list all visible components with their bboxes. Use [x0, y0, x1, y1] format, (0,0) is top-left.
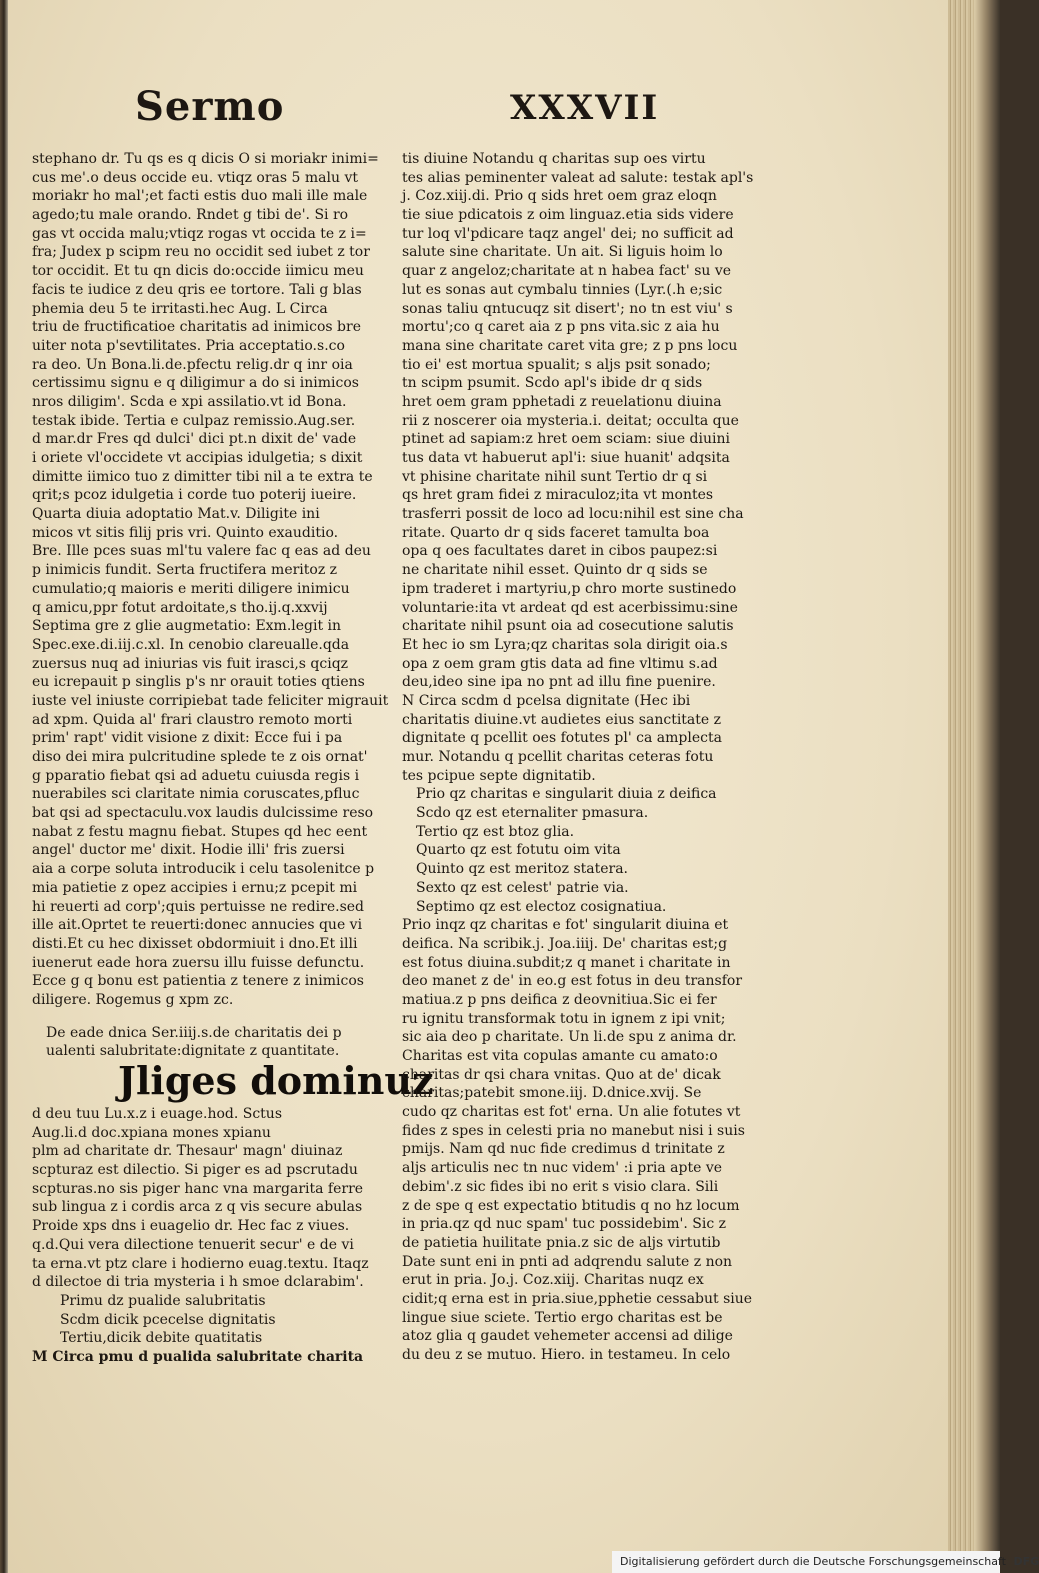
text-line: de patietia huilitate pnia.z sic de aljs virtutib — [402, 1234, 721, 1251]
text-line: De eade dnica Ser.iiij.s.de charitatis dei p — [46, 1024, 342, 1041]
text-line: sonas taliu qntucuqz sit disert'; no tn est viu' s — [402, 300, 733, 317]
text-line: moriakr ho mal';et facti estis duo mali ille male — [32, 188, 368, 205]
left-column-list — [32, 1292, 378, 1348]
text-line: rii z noscerer oia mysteria.i. deitat; occulta que — [402, 412, 739, 429]
text-line: Proide xps dns i euagelio dr. Hec fac z viues. — [32, 1218, 350, 1235]
footer-text: Digitalisierung gefördert durch die Deutsche Forschungsgemeinschaft — [620, 1555, 1006, 1568]
text-line: in pria.qz qd nuc spam' tuc possidebim'. Sic z — [402, 1216, 727, 1233]
text-line: charitas;patebit smone.iij. D.dnice.xvij. Se — [402, 1085, 702, 1102]
text-line: plm ad charitate dr. Thesaur' magn' diuinaz — [32, 1143, 343, 1160]
text-line: matiua.z p pns deifica z deovnitiua.Sic ei fer — [402, 991, 717, 1008]
text-line: lut es sonas aut cymbalu tinnies (Lyr.(.h e;sic — [402, 281, 723, 298]
text-line: Septima gre z glie augmetatio: Exm.legit in — [32, 618, 342, 635]
text-line: Aug.li.d doc.xpiana mones xpianu — [32, 1124, 271, 1141]
text-line: phemia deu 5 te irritasti.hec Aug. L Circa — [32, 300, 328, 317]
text-line: Septimo qz est electoz cosignatiua. — [416, 898, 667, 915]
text-line: quar z angeloz;charitate at n habea fact' su ve — [402, 263, 732, 280]
text-line: voluntarie:ita vt ardeat qd est acerbissimu:sine — [402, 599, 738, 616]
left-column-text-after-initial — [32, 1105, 378, 1292]
text-line: tie siue pdicatois z oim linguaz.etia sids videre — [402, 207, 734, 224]
text-line: dignitate q pcellit oes fotutes pl' ca amplecta — [402, 730, 722, 747]
text-line: Tertio qz est btoz glia. — [416, 823, 575, 840]
text-line: eu icrepauit p singlis p's nr orauit toties qtiens — [32, 674, 365, 691]
text-line: stephano dr. Tu qs es q dicis O si moriakr inimi= — [32, 151, 379, 167]
text-line: ualenti salubritate:dignitate z quantitate. — [46, 1043, 340, 1060]
text-line: nabat z festu magnu fiebat. Stupes qd hec eent — [32, 823, 368, 840]
text-line: est fotus diuina.subdit;z q manet i charitate in — [402, 954, 731, 971]
text-line: cumulatio;q maioris e meriti diligere inimicu — [32, 580, 350, 597]
text-line: lingue siue sciete. Tertio ergo charitas est be — [402, 1309, 723, 1326]
text-line: iuenerut eade hora zuersu illu fuisse defunctu. — [32, 954, 365, 971]
text-line: deo manet z de' in eo.g est fotus in deu transfor — [402, 973, 743, 990]
text-line: cudo qz charitas est fot' erna. Un alie fotutes vt — [402, 1104, 741, 1121]
text-line: agedo;tu male orando. Rndet g tibi de'. Si ro — [32, 207, 349, 224]
text-line: tus data vt habuerut apl'i: siue huanit' adqsita — [402, 450, 730, 466]
text-line: Bre. Ille pces suas ml'tu valere fac q eas ad deu — [32, 543, 371, 560]
text-line: diso dei mira pulcritudine splede te z ois ornat' — [32, 749, 368, 765]
text-line: cidit;q erna est in pria.siue,pphetie cessabut siue — [402, 1290, 753, 1307]
text-line: q amicu,ppr fotut ardoitate,s tho.ij.q.xxvij — [32, 599, 328, 616]
text-line: hi reuerti ad corp';quis pertuisse ne redire.sed — [32, 898, 365, 915]
text-line: Scdm dicik pcecelse dignitatis — [60, 1311, 276, 1328]
text-line: Charitas est vita copulas amante cu amato:o — [402, 1048, 718, 1064]
text-line: atoz glia q gaudet vehemeter accensi ad dilige — [402, 1328, 733, 1345]
text-line: prim' rapt' vidit visione z dixit: Ecce fui i pa — [32, 730, 343, 747]
text-line: Date sunt eni in pnti ad adqrendu salute z non — [402, 1253, 733, 1270]
text-line: d mar.dr Fres qd dulci' dici pt.n dixit de' vade — [32, 431, 357, 448]
spacer — [32, 1010, 378, 1024]
text-line: uiter nota p'sevtilitates. Pria acceptatio.s.co — [32, 337, 345, 354]
text-line: gas vt occida malu;vtiqz rogas vt occida te z i= — [32, 225, 367, 242]
text-line: tur loq vl'pdicare taqz angel' dei; no sufficit ad — [402, 225, 734, 242]
text-line: ru ignitu transformak totu in ignem z ipi vnit; — [402, 1010, 726, 1027]
text-line: Quarta diuia adoptatio Mat.v. Diligite ini — [32, 506, 320, 523]
left-column-text — [32, 150, 389, 1010]
text-line: du deu z se mutuo. Hiero. in testameu. In celo — [402, 1347, 731, 1363]
right-column-text-after-list — [402, 916, 753, 1365]
text-line: hret oem gram pphetadi z reuelationu diuina — [402, 393, 722, 410]
text-line: micos vt sitis filij pris vri. Quinto exauditio. — [32, 524, 339, 541]
text-line: opa q oes facultates daret in cibos paupez:si — [402, 543, 718, 560]
text-line: ritate. Quarto dr q sids faceret tamulta boa — [402, 524, 710, 541]
text-line: fides z spes in celesti pria no manebut nisi i suis — [402, 1122, 745, 1139]
digitization-footer — [612, 1551, 1039, 1573]
text-line: fra; Judex p scipm reu no occidit sed iubet z tor — [32, 244, 370, 261]
decorated-initial-heading: Jliges dominuz — [118, 1058, 434, 1103]
text-line: Sexto qz est celest' patrie via. — [416, 879, 629, 896]
text-line: tes pcipue septe dignitatib. — [402, 767, 596, 784]
text-line: vt phisine charitate nihil sunt Tertio dr q si — [402, 468, 708, 485]
dfg-logo: DFG — [1013, 1555, 1039, 1568]
text-line: nros diligim'. Scda e xpi assilatio.vt id Bona. — [32, 393, 347, 410]
text-line: erut in pria. Jo.j. Coz.xiij. Charitas nuqz ex — [402, 1272, 704, 1289]
text-line: diligere. Rogemus g xpm zc. — [32, 991, 234, 1008]
text-line: mia patietie z opez accipies i ernu;z pcepit mi — [32, 879, 358, 896]
text-line: ta erna.vt ptz clare i hodierno euag.textu. Itaqz — [32, 1255, 369, 1272]
left-column-last-line: M Circa pmu d pualida salubritate charita — [32, 1348, 364, 1365]
text-line: facis te iudice z deu qris ee tortore. Tali g blas — [32, 281, 362, 298]
right-column-text — [402, 150, 754, 785]
text-line: mortu';co q caret aia z p pns vita.sic z aia hu — [402, 319, 720, 336]
text-line: ptinet ad sapiam:z hret oem sciam: siue diuini — [402, 431, 730, 448]
text-line: Ecce g q bonu est patientia z tenere z inimicos — [32, 973, 364, 990]
text-line: trasferri possit de loco ad locu:nihil est sine cha — [402, 506, 744, 523]
text-line: scpturaz est dilectio. Si piger es ad pscrutadu — [32, 1162, 358, 1179]
text-line: mur. Notandu q pcellit charitas ceteras fotu — [402, 749, 714, 765]
text-line: Prio inqz qz charitas e fot' singularit diuina et — [402, 917, 729, 934]
text-line: qs hret gram fidei z miraculoz;ita vt montes — [402, 487, 714, 504]
text-line: charitatis diuine.vt audietes eius sanctitate z — [402, 711, 722, 728]
text-line: ne charitate nihil esset. Quinto dr q sids se — [402, 562, 708, 579]
text-line: sic aia deo p charitate. Un li.de spu z anima dr. — [402, 1029, 737, 1046]
text-line: Spec.exe.di.iij.c.xl. In cenobio clareualle.qda — [32, 636, 350, 653]
text-line: opa z oem gram gtis data ad fine vltimu s.ad — [402, 655, 718, 672]
text-line: certissimu signu e q diligimur a do si inimicos — [32, 375, 359, 392]
text-line: zuersus nuq ad iniurias vis fuit irasci,s qciqz — [32, 655, 349, 672]
text-line: debim'.z sic fides ibi no erit s visio clara. Sili — [402, 1178, 719, 1195]
text-line: dimitte iimico tuo z dimitter tibi nil a te extra te — [32, 468, 373, 485]
right-column — [402, 150, 754, 1365]
text-line: cus me'.o deus occide eu. vtiqz oras 5 malu vt — [32, 169, 358, 186]
text-line: p inimicis fundit. Serta fructifera meritoz z — [32, 562, 338, 579]
right-column-list — [402, 785, 740, 916]
text-line: deu,ideo sine ipa no pnt ad illu fine puenire. — [402, 674, 716, 691]
text-line: Quinto qz est meritoz statera. — [416, 861, 628, 878]
text-line: ad xpm. Quida al' frari claustro remoto morti — [32, 711, 353, 728]
text-line: sub lingua z i cordis arca z q vis secure abulas — [32, 1199, 363, 1216]
text-line: z de spe q est expectatio btitudis q no hz locum — [402, 1197, 740, 1214]
text-line: nuerabiles sci claritate nimia coruscates,pfluc — [32, 786, 360, 803]
text-line: tio ei' est mortua spualit; s aljs psit sonado; — [402, 356, 711, 373]
text-line: Prio qz charitas e singularit diuia z deifica — [416, 786, 717, 803]
text-line: tis diuine Notandu q charitas sup oes virtu — [402, 151, 706, 167]
text-line: salute sine charitate. Un ait. Si liguis hoim lo — [402, 244, 723, 261]
text-line: triu de fructificatioe charitatis ad inimicos bre — [32, 319, 361, 336]
text-line: charitate nihil psunt oia ad cosecutione salutis — [402, 618, 734, 635]
running-head-left: Sermo — [135, 83, 285, 130]
text-line: mana sine charitate caret vita gre; z p pns locu — [402, 337, 738, 354]
text-line: Quarto qz est fotutu oim vita — [416, 842, 621, 859]
text-line: Primu dz pualide salubritatis — [60, 1292, 266, 1309]
text-line: tn scipm psumit. Scdo apl's ibide dr q sids — [402, 375, 703, 392]
text-line: pmijs. Nam qd nuc fide credimus d trinitate z — [402, 1141, 725, 1158]
page-fore-edge — [948, 0, 974, 1573]
text-line: aljs articulis nec tn nuc videm' :i pria apte ve — [402, 1160, 723, 1177]
section-heading — [32, 1024, 378, 1061]
text-line: bat qsi ad spectaculu.vox laudis dulcissime reso — [32, 805, 374, 822]
text-line: Scdo qz est eternaliter pmasura. — [416, 805, 649, 822]
text-line: d deu tuu Lu.x.z i euage.hod. Sctus — [32, 1106, 283, 1122]
text-line: Et hec io sm Lyra;qz charitas sola dirigit oia.s — [402, 636, 728, 653]
text-line: testak ibide. Tertia e culpaz remissio.Aug.ser. — [32, 412, 356, 429]
text-line: deifica. Na scribik.j. Joa.iiij. De' charitas est;g — [402, 935, 728, 952]
left-column — [32, 150, 434, 1367]
text-line: qrit;s pcoz idulgetia i corde tuo poterij iueire. — [32, 487, 357, 504]
text-line: aia a corpe soluta introducik i celu tasolenitce p — [32, 861, 375, 878]
text-line: ille ait.Oprtet te reuerti:donec annucies que vi — [32, 917, 363, 934]
text-line: tor occidit. Et tu qn dicis do:occide iimicu meu — [32, 263, 364, 280]
folio-number: XXXVII — [510, 88, 660, 128]
text-line: i oriete vl'occidete vt accipias idulgetia; s dixit — [32, 450, 363, 466]
text-line: q.d.Qui vera dilectione tenuerit secur' e de vi — [32, 1236, 354, 1253]
text-line: ra deo. Un Bona.li.de.pfectu relig.dr q inr oia — [32, 356, 353, 373]
text-line: charitas dr qsi chara vnitas. Quo at de' dicak — [402, 1066, 721, 1083]
text-line: scpturas.no sis piger hanc vna margarita ferre — [32, 1180, 364, 1197]
text-line: j. Coz.xiij.di. Prio q sids hret oem graz eloqn — [402, 188, 717, 205]
text-line: angel' ductor me' dixit. Hodie illi' fris zuersi — [32, 842, 345, 859]
text-line: iuste vel iniuste corripiebat tade feliciter migrauit — [32, 692, 389, 709]
text-line: Tertiu,dicik debite quatitatis — [60, 1330, 263, 1347]
text-line: N Circa scdm d pcelsa dignitate (Hec ibi — [402, 692, 691, 709]
text-line: tes alias peminenter valeat ad salute: testak apl's — [402, 169, 754, 186]
text-line: d dilectoe di tria mysteria i h smoe dclarabim'. — [32, 1274, 364, 1291]
text-line: ipm traderet i martyriu,p chro morte sustinedo — [402, 580, 737, 597]
text-line: g pparatio fiebat qsi ad aduetu cuiusda regis i — [32, 767, 360, 784]
text-line: disti.Et cu hec dixisset obdormiuit i dno.Et illi — [32, 935, 358, 952]
